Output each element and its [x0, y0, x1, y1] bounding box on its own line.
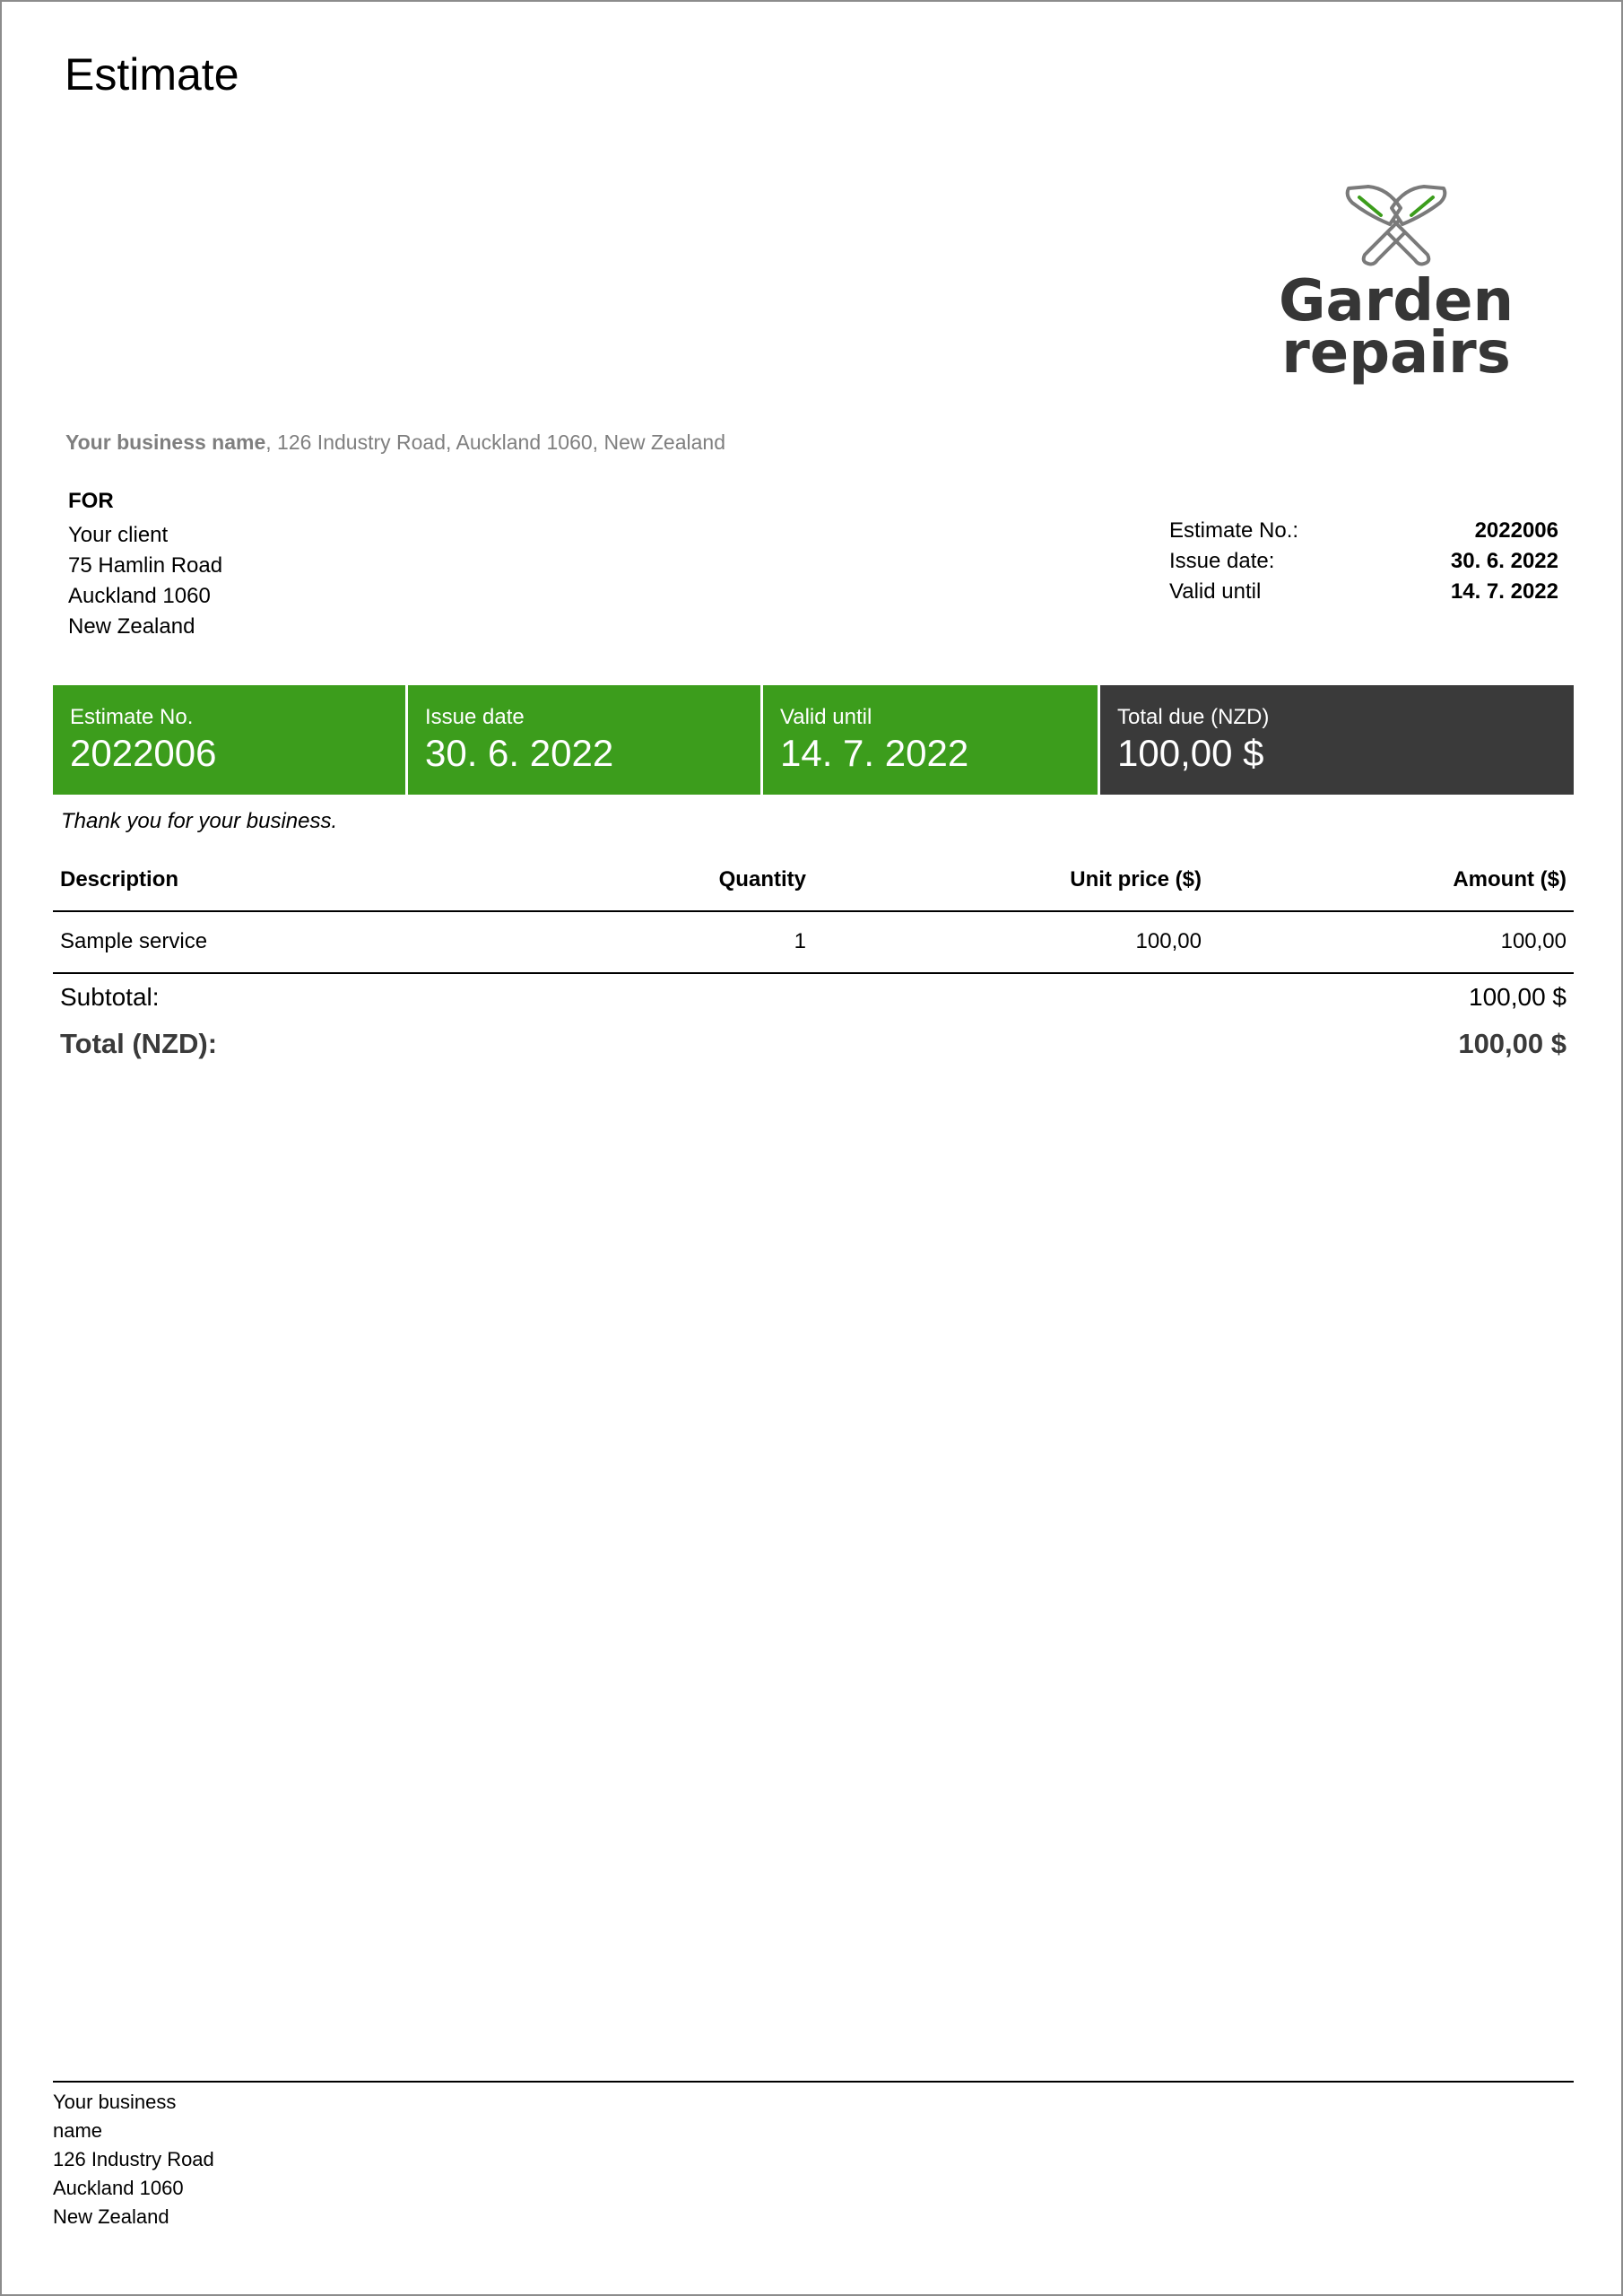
line-items-table [53, 858, 1574, 974]
banner-label: Issue date [425, 705, 525, 729]
client-label: FOR [68, 489, 114, 513]
cell-amount: 100,00 [1209, 911, 1574, 973]
client-line: Auckland 1060 [68, 584, 211, 608]
subtotal-row [53, 983, 1574, 1012]
meta-label: Valid until [1169, 579, 1262, 604]
subtotal-label: Subtotal: [60, 983, 160, 1011]
banner-label: Estimate No. [70, 705, 194, 729]
meta-row-issue-date [1169, 546, 1558, 577]
subtotal-value: 100,00 $ [1469, 983, 1567, 1011]
banner-total-due [1100, 685, 1574, 795]
table-row [53, 911, 1574, 973]
business-name: Your business name [65, 430, 266, 454]
meta-label: Issue date: [1169, 549, 1275, 573]
footer-line: Auckland 1060 [53, 2177, 184, 2199]
footer-divider [53, 2081, 1574, 2083]
banner-label: Total due (NZD) [1117, 705, 1270, 729]
footer-line: 126 Industry Road [53, 2148, 214, 2170]
thank-you-note: Thank you for your business. [61, 809, 338, 833]
banner-issue-date [408, 685, 760, 795]
footer-line: Your business [53, 2091, 177, 2113]
meta-row-valid-until [1169, 577, 1558, 607]
total-value: 100,00 $ [1458, 1028, 1567, 1059]
cell-quantity: 1 [630, 911, 813, 973]
client-line: New Zealand [68, 614, 195, 639]
total-label: Total (NZD): [60, 1028, 218, 1059]
banner-value: 30. 6. 2022 [425, 732, 614, 774]
footer-line: name [53, 2119, 103, 2142]
banner-value: 100,00 $ [1117, 732, 1264, 774]
banner-value: 2022006 [70, 732, 217, 774]
document-title: Estimate [65, 49, 239, 100]
business-address-line [65, 430, 725, 455]
logo-text-line2: repairs [1281, 320, 1511, 387]
cell-unit-price: 100,00 [813, 911, 1209, 973]
garden-repairs-logo [1275, 181, 1517, 396]
banner-value: 14. 7. 2022 [780, 732, 969, 774]
meta-label: Estimate No.: [1169, 518, 1299, 543]
banner-estimate-no [53, 685, 405, 795]
client-line: Your client [68, 523, 169, 547]
meta-value: 30. 6. 2022 [1450, 549, 1558, 573]
footer-line: New Zealand [53, 2205, 169, 2228]
meta-row-estimate-no [1169, 516, 1558, 546]
table-header-row [53, 858, 1574, 911]
crossed-trowels-icon [1275, 181, 1517, 271]
client-line: 75 Hamlin Road [68, 553, 223, 578]
summary-banner [53, 685, 1574, 795]
cell-description: Sample service [53, 911, 630, 973]
header-amount: Amount ($) [1209, 858, 1574, 911]
client-block [68, 486, 222, 642]
total-row [53, 1028, 1574, 1060]
header-quantity: Quantity [630, 858, 813, 911]
footer-business-info [53, 2088, 250, 2231]
logo-text-line1: Garden [1278, 268, 1515, 335]
banner-valid-until [763, 685, 1098, 795]
header-unit-price: Unit price ($) [813, 858, 1209, 911]
estimate-meta [1169, 516, 1558, 607]
header-description: Description [53, 858, 630, 911]
business-address: , 126 Industry Road, Auckland 1060, New Zealand [265, 430, 725, 454]
meta-value: 14. 7. 2022 [1450, 579, 1558, 604]
meta-value: 2022006 [1474, 518, 1558, 543]
banner-label: Valid until [780, 705, 872, 729]
